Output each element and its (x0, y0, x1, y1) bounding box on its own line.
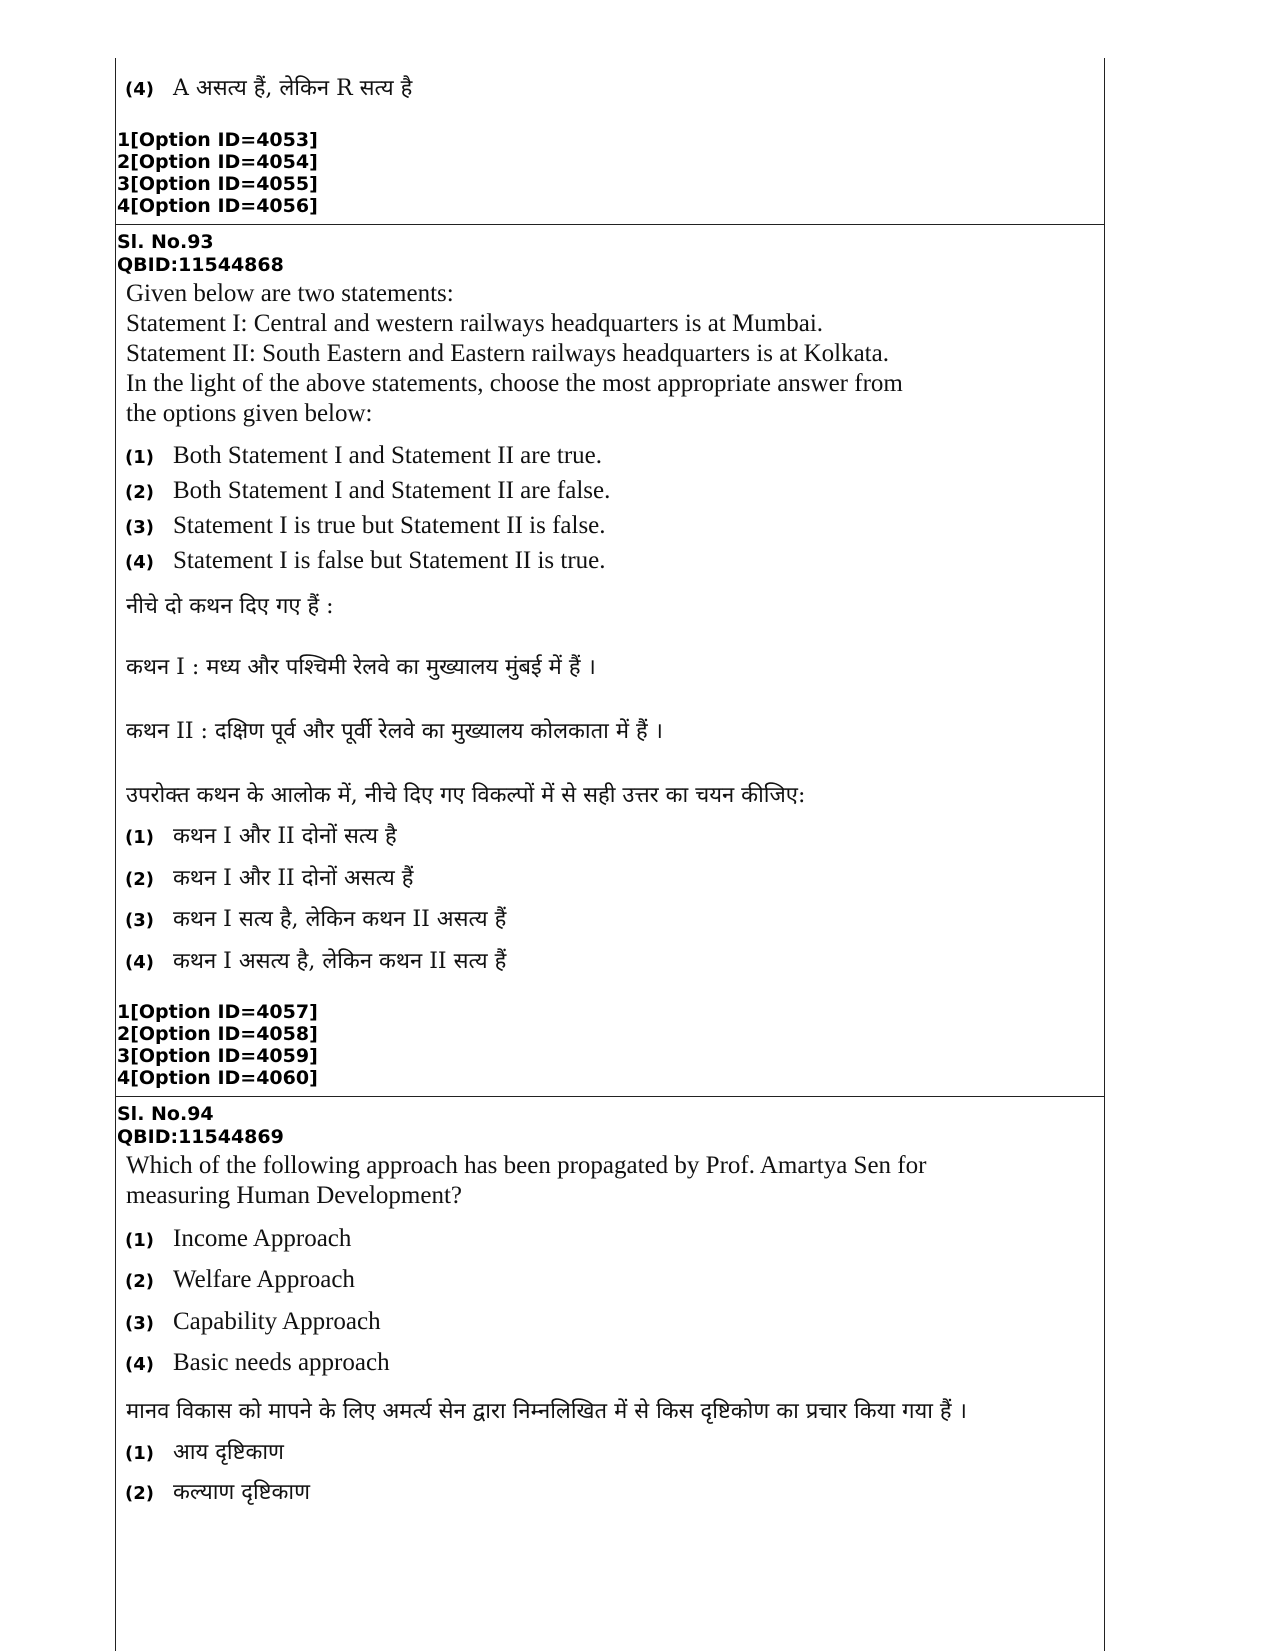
question-line-hindi: कथन II : दक्षिण पूर्व और पूर्वी रेलवे का मुख्यालय कोलकाता में हैं । (126, 719, 664, 744)
option-text: Welfare Approach (173, 1266, 355, 1293)
option-item-hindi (125, 820, 397, 850)
option-item-hindi (125, 945, 506, 975)
option-item-hindi (125, 1476, 310, 1506)
question-line: Statement II: South Eastern and Eastern railways headquarters is at Kolkata. (126, 340, 889, 367)
question-line: Statement I: Central and western railways headquarters is at Mumbai. (126, 310, 824, 337)
option-item (125, 1225, 351, 1253)
option-id: 2[Option ID=4058] (117, 1023, 318, 1045)
option-id: 3[Option ID=4059] (117, 1045, 318, 1067)
option-number: (1) (125, 1230, 154, 1251)
option-text: कथन I सत्य है, लेकिन कथन II असत्य हैं (173, 907, 507, 932)
question-line: In the light of the above statements, choose the most appropriate answer from (126, 370, 903, 397)
option-text: Both Statement I and Statement II are false. (173, 477, 611, 504)
option-text: Statement I is true but Statement II is false. (173, 512, 606, 539)
question-line-hindi: कथन I : मध्य और पश्चिमी रेलवे का मुख्यालय मुंबई में हैं । (126, 655, 596, 680)
option-text: Income Approach (173, 1225, 352, 1252)
option-number: (3) (125, 1313, 154, 1334)
question-line-hindi: नीचे दो कथन दिए गए हैं : (126, 594, 334, 619)
option-text: कथन I और II दोनों असत्य हैं (173, 866, 414, 891)
option-number: (3) (125, 517, 154, 538)
option-text: Both Statement I and Statement II are true. (173, 442, 603, 469)
option-text: Capability Approach (173, 1308, 381, 1335)
option-number: (1) (125, 1443, 154, 1464)
option-id: 3[Option ID=4055] (117, 173, 318, 195)
question-line-hindi: मानव विकास को मापने के लिए अमर्त्य सेन द्वारा निम्नलिखित में से किस दृष्टिकोण का प्रचार किया गया हैं । (126, 1399, 967, 1424)
option-number: (4) (125, 79, 154, 100)
option-number: (1) (125, 827, 154, 848)
question-line: the options given below: (126, 400, 373, 427)
option-number: (3) (125, 910, 154, 931)
option-item (125, 1308, 381, 1336)
q92-option-4 (125, 72, 412, 102)
option-number: (4) (125, 1354, 154, 1375)
option-item (125, 547, 606, 575)
option-item (125, 1349, 390, 1377)
option-number: (2) (125, 1483, 154, 1504)
question-line: measuring Human Development? (126, 1182, 463, 1209)
option-item (125, 477, 610, 505)
question-line: Given below are two statements: (126, 280, 454, 307)
option-item-hindi (125, 903, 506, 933)
option-id: 4[Option ID=4056] (117, 195, 318, 217)
row-divider (115, 224, 1105, 225)
option-text: Statement I is false but Statement II is true. (173, 547, 606, 574)
option-text: A असत्य हैं, लेकिन R सत्य है (173, 76, 413, 101)
option-text: Basic needs approach (173, 1349, 390, 1376)
option-id: 2[Option ID=4054] (117, 151, 318, 173)
question-line-hindi: उपरोक्त कथन के आलोक में, नीचे दिए गए विकल्पों में से सही उत्तर का चयन कीजिए: (126, 783, 806, 808)
option-id: 4[Option ID=4060] (117, 1067, 318, 1089)
qbid: QBID:11544869 (117, 1126, 284, 1148)
option-id: 1[Option ID=4057] (117, 1001, 318, 1023)
option-text: कल्याण दृष्टिकाण (173, 1480, 311, 1505)
option-id: 1[Option ID=4053] (117, 129, 318, 151)
option-number: (4) (125, 952, 154, 973)
option-item-hindi (125, 1436, 284, 1466)
option-number: (1) (125, 447, 154, 468)
option-number: (2) (125, 1271, 154, 1292)
option-number: (2) (125, 869, 154, 890)
option-text: कथन I और II दोनों सत्य है (173, 824, 397, 849)
row-divider (115, 1096, 1105, 1097)
qbid: QBID:11544868 (117, 254, 284, 276)
serial-number: Sl. No.94 (117, 1103, 214, 1125)
option-text: आय दृष्टिकाण (173, 1440, 284, 1465)
serial-number: Sl. No.93 (117, 231, 214, 253)
option-item (125, 442, 602, 470)
option-number: (2) (125, 482, 154, 503)
option-item (125, 1266, 355, 1294)
option-item (125, 512, 606, 540)
option-number: (4) (125, 552, 154, 573)
option-text: कथन I असत्य है, लेकिन कथन II सत्य हैं (173, 949, 507, 974)
question-line: Which of the following approach has been propagated by Prof. Amartya Sen for (126, 1152, 927, 1179)
option-item-hindi (125, 862, 414, 892)
